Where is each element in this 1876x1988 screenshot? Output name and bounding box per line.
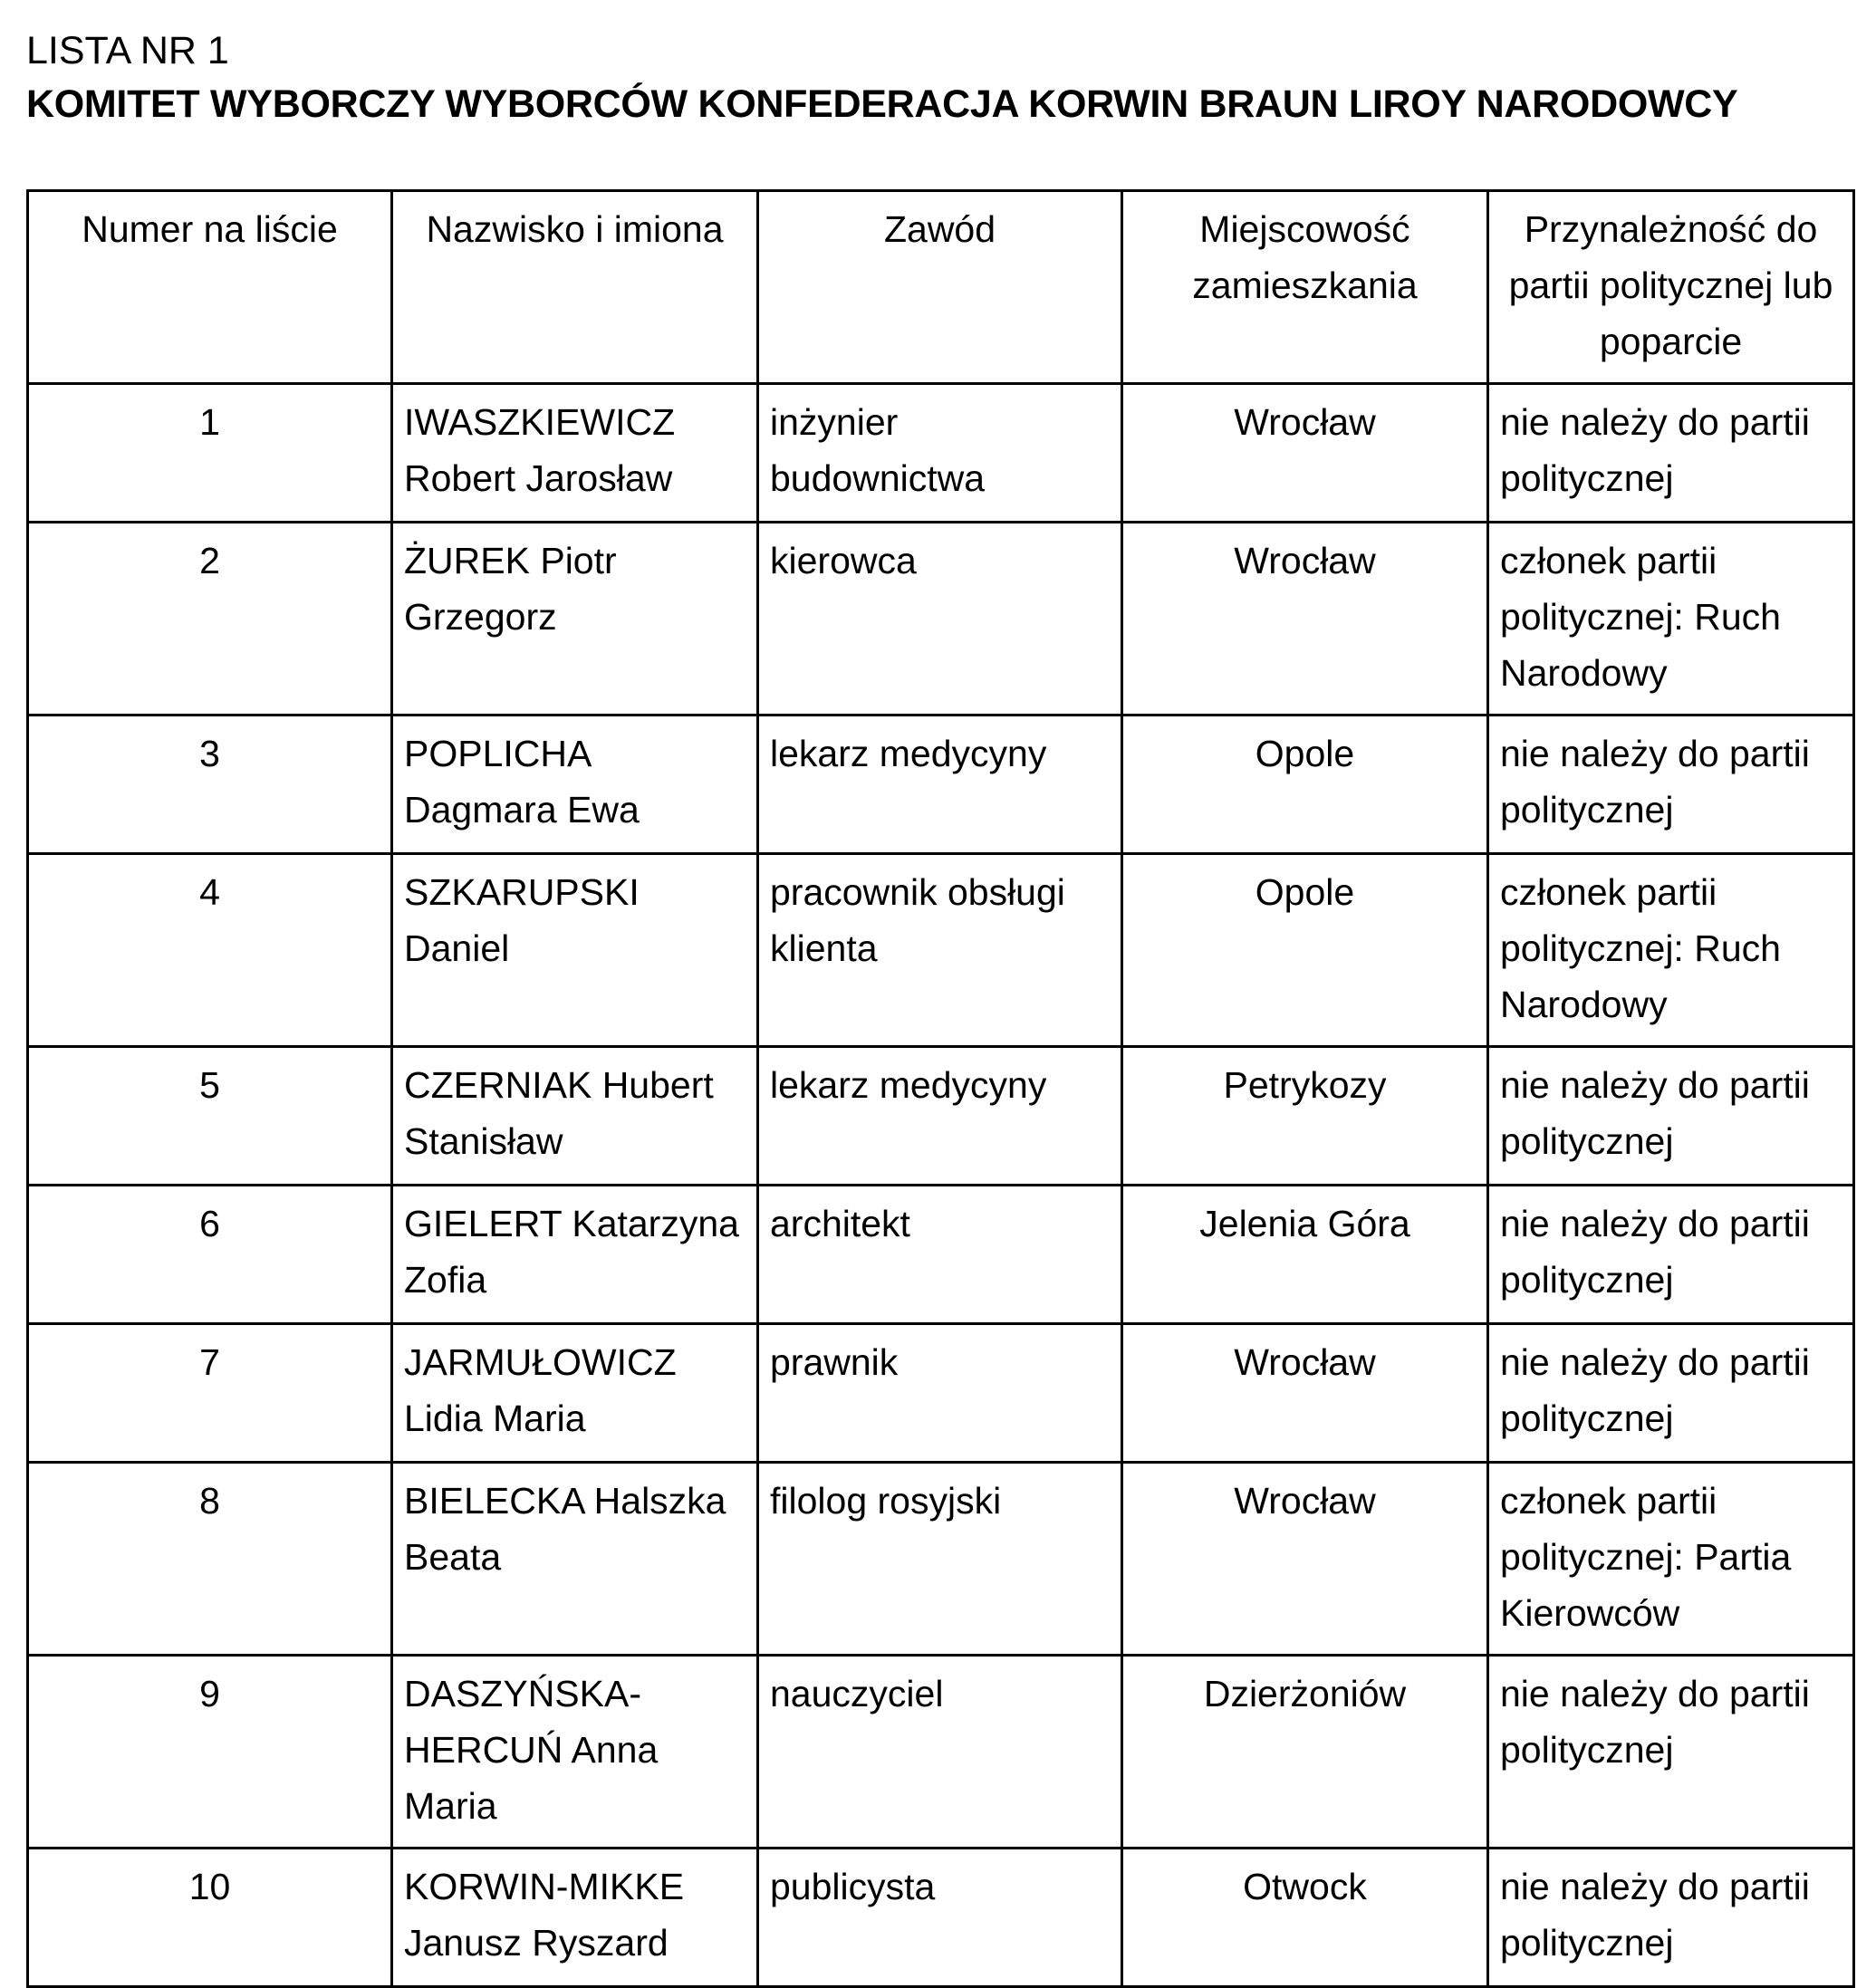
table-row <box>28 715 1854 854</box>
candidate-number: 2 <box>28 523 392 715</box>
candidate-party: nie należy do partii politycznej <box>1488 1656 1854 1849</box>
candidate-number: 3 <box>28 715 392 854</box>
candidate-number: 1 <box>28 384 392 523</box>
candidate-number: 9 <box>28 1656 392 1849</box>
candidate-name: CZERNIAK Hubert Stanisław <box>392 1047 758 1186</box>
header-party: Przynależność do partii politycznej lub poparcie <box>1488 191 1854 384</box>
candidate-occupation: filolog rosyjski <box>758 1463 1122 1656</box>
candidate-occupation: publicysta <box>758 1849 1122 1987</box>
candidate-city: Wrocław <box>1122 523 1488 715</box>
candidate-city: Dzierżoniów <box>1122 1656 1488 1849</box>
table-row <box>28 1656 1854 1849</box>
candidate-city: Opole <box>1122 715 1488 854</box>
candidate-name: BIELECKA Halszka Beata <box>392 1463 758 1656</box>
header-occupation: Zawód <box>758 191 1122 384</box>
candidate-name: IWASZKIEWICZ Robert Jarosław <box>392 384 758 523</box>
candidate-number: 6 <box>28 1186 392 1324</box>
candidate-city: Wrocław <box>1122 1463 1488 1656</box>
candidate-number: 10 <box>28 1849 392 1987</box>
candidate-party: nie należy do partii politycznej <box>1488 1186 1854 1324</box>
candidate-number: 8 <box>28 1463 392 1656</box>
candidate-name: POPLICHA Dagmara Ewa <box>392 715 758 854</box>
candidate-city: Otwock <box>1122 1849 1488 1987</box>
candidate-city: Opole <box>1122 854 1488 1047</box>
candidate-number: 7 <box>28 1324 392 1463</box>
candidate-city: Wrocław <box>1122 1324 1488 1463</box>
candidate-party: nie należy do partii politycznej <box>1488 1849 1854 1987</box>
candidate-party: nie należy do partii politycznej <box>1488 1324 1854 1463</box>
candidate-name: DASZYŃSKA-HERCUŃ Anna Maria <box>392 1656 758 1849</box>
candidate-party: nie należy do partii politycznej <box>1488 384 1854 523</box>
table-row <box>28 523 1854 715</box>
candidate-name: JARMUŁOWICZ Lidia Maria <box>392 1324 758 1463</box>
candidate-occupation: nauczyciel <box>758 1656 1122 1849</box>
candidate-city: Jelenia Góra <box>1122 1186 1488 1324</box>
committee-title: KOMITET WYBORCZY WYBORCÓW KONFEDERACJA KORWIN BRAUN LIROY NARODOWCY <box>26 82 1738 126</box>
candidate-occupation: pracownik obsługi klienta <box>758 854 1122 1047</box>
candidate-name: GIELERT Katarzyna Zofia <box>392 1186 758 1324</box>
table-row <box>28 1047 1854 1186</box>
table-row <box>28 1324 1854 1463</box>
candidate-occupation: lekarz medycyny <box>758 715 1122 854</box>
table-row <box>28 1463 1854 1656</box>
table-row <box>28 384 1854 523</box>
table-header-row <box>28 191 1854 384</box>
candidate-party: członek partii politycznej: Partia Kierowców <box>1488 1463 1854 1656</box>
header-city: Miejscowość zamieszkania <box>1122 191 1488 384</box>
candidate-name: SZKARUPSKI Daniel <box>392 854 758 1047</box>
list-number-label: LISTA NR 1 <box>26 29 229 72</box>
table-row <box>28 854 1854 1047</box>
candidate-party: członek partii politycznej: Ruch Narodowy <box>1488 523 1854 715</box>
candidate-occupation: prawnik <box>758 1324 1122 1463</box>
candidate-occupation: kierowca <box>758 523 1122 715</box>
candidate-name: KORWIN-MIKKE Janusz Ryszard <box>392 1849 758 1987</box>
candidate-occupation: architekt <box>758 1186 1122 1324</box>
candidate-party: nie należy do partii politycznej <box>1488 1047 1854 1186</box>
header-name: Nazwisko i imiona <box>392 191 758 384</box>
candidate-occupation: lekarz medycyny <box>758 1047 1122 1186</box>
header-number: Numer na liście <box>28 191 392 384</box>
candidate-party: członek partii politycznej: Ruch Narodowy <box>1488 854 1854 1047</box>
candidates-table <box>26 189 1855 1988</box>
candidate-number: 4 <box>28 854 392 1047</box>
candidate-city: Wrocław <box>1122 384 1488 523</box>
candidate-occupation: inżynier budownictwa <box>758 384 1122 523</box>
candidate-number: 5 <box>28 1047 392 1186</box>
table-row <box>28 1849 1854 1987</box>
candidate-party: nie należy do partii politycznej <box>1488 715 1854 854</box>
candidate-city: Petrykozy <box>1122 1047 1488 1186</box>
candidate-name: ŻUREK Piotr Grzegorz <box>392 523 758 715</box>
table-row <box>28 1186 1854 1324</box>
